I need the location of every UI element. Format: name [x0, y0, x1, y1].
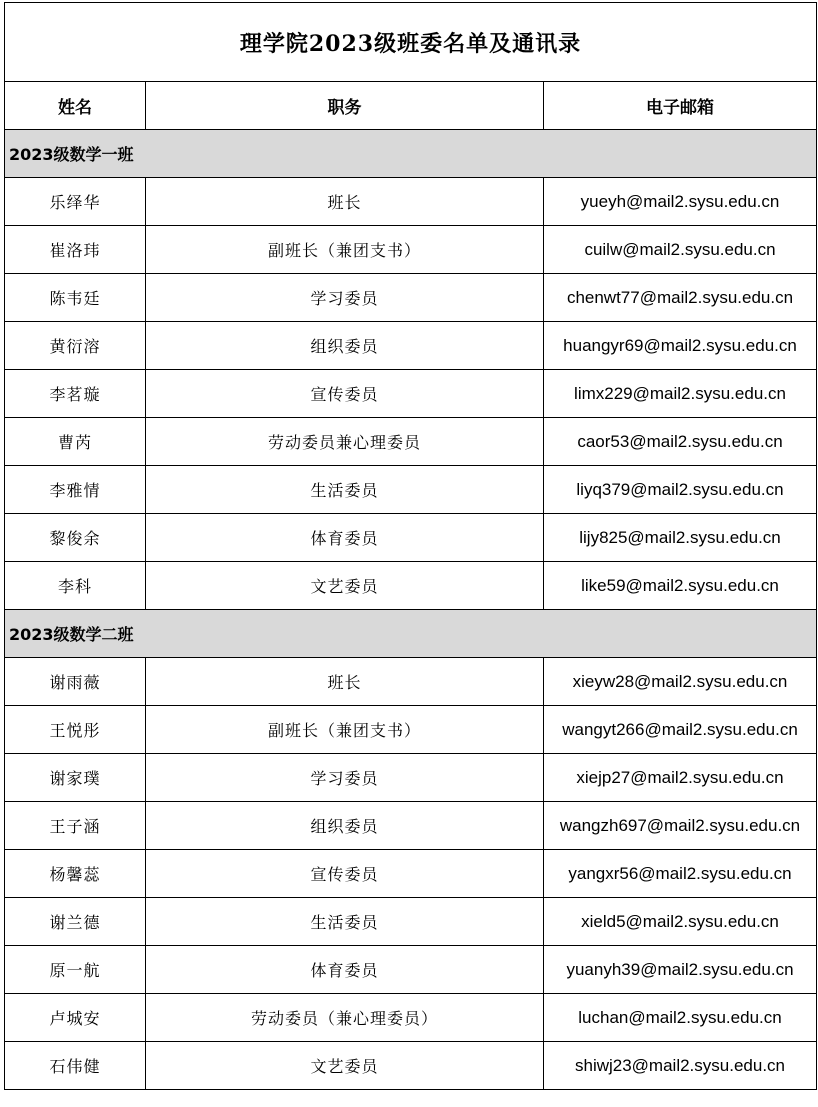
name-cell: 谢家璞: [5, 754, 146, 802]
name-cell: 卢城安: [5, 994, 146, 1042]
header-row: [5, 82, 817, 130]
email-cell: luchan@mail2.sysu.edu.cn: [544, 994, 817, 1042]
email-cell: yuanyh39@mail2.sysu.edu.cn: [544, 946, 817, 994]
table-row: [5, 562, 817, 610]
email-cell: yueyh@mail2.sysu.edu.cn: [544, 178, 817, 226]
email-cell: wangyt266@mail2.sysu.edu.cn: [544, 706, 817, 754]
table-row: [5, 274, 817, 322]
role-cell: 文艺委员: [146, 1042, 544, 1090]
email-cell: like59@mail2.sysu.edu.cn: [544, 562, 817, 610]
role-cell: 学习委员: [146, 754, 544, 802]
role-cell: 副班长（兼团支书）: [146, 706, 544, 754]
email-cell: cuilw@mail2.sysu.edu.cn: [544, 226, 817, 274]
name-cell: 王悦彤: [5, 706, 146, 754]
roster-table: [4, 2, 817, 1090]
role-cell: 文艺委员: [146, 562, 544, 610]
role-cell: 副班长（兼团支书）: [146, 226, 544, 274]
role-cell: 班长: [146, 178, 544, 226]
email-cell: lijy825@mail2.sysu.edu.cn: [544, 514, 817, 562]
role-cell: 生活委员: [146, 466, 544, 514]
name-cell: 谢兰德: [5, 898, 146, 946]
role-cell: 劳动委员兼心理委员: [146, 418, 544, 466]
roster-body: [5, 130, 817, 1090]
table-row: [5, 226, 817, 274]
table-row: [5, 706, 817, 754]
name-cell: 崔洛玮: [5, 226, 146, 274]
table-row: [5, 994, 817, 1042]
page-title: 理学院2023级班委名单及通讯录: [5, 3, 817, 82]
section-header-row: [5, 130, 817, 178]
email-cell: huangyr69@mail2.sysu.edu.cn: [544, 322, 817, 370]
email-cell: wangzh697@mail2.sysu.edu.cn: [544, 802, 817, 850]
email-cell: xieyw28@mail2.sysu.edu.cn: [544, 658, 817, 706]
table-row: [5, 514, 817, 562]
title-row: [5, 3, 817, 82]
table-row: [5, 946, 817, 994]
name-cell: 曹芮: [5, 418, 146, 466]
name-cell: 黎俊余: [5, 514, 146, 562]
role-cell: 班长: [146, 658, 544, 706]
email-cell: chenwt77@mail2.sysu.edu.cn: [544, 274, 817, 322]
table-row: [5, 898, 817, 946]
name-cell: 王子涵: [5, 802, 146, 850]
name-cell: 谢雨薇: [5, 658, 146, 706]
role-cell: 劳动委员（兼心理委员）: [146, 994, 544, 1042]
table-row: [5, 370, 817, 418]
name-cell: 陈韦廷: [5, 274, 146, 322]
table-row: [5, 466, 817, 514]
table-row: [5, 178, 817, 226]
section-header-row: [5, 610, 817, 658]
email-cell: caor53@mail2.sysu.edu.cn: [544, 418, 817, 466]
name-cell: 乐绎华: [5, 178, 146, 226]
table-row: [5, 658, 817, 706]
role-cell: 学习委员: [146, 274, 544, 322]
table-row: [5, 1042, 817, 1090]
table-row: [5, 322, 817, 370]
table-row: [5, 802, 817, 850]
table-row: [5, 754, 817, 802]
header-name: 姓名: [5, 82, 146, 130]
role-cell: 组织委员: [146, 802, 544, 850]
name-cell: 原一航: [5, 946, 146, 994]
name-cell: 李茗璇: [5, 370, 146, 418]
header-role: 职务: [146, 82, 544, 130]
role-cell: 生活委员: [146, 898, 544, 946]
header-email: 电子邮箱: [544, 82, 817, 130]
email-cell: yangxr56@mail2.sysu.edu.cn: [544, 850, 817, 898]
role-cell: 体育委员: [146, 514, 544, 562]
name-cell: 黄衍溶: [5, 322, 146, 370]
name-cell: 石伟健: [5, 1042, 146, 1090]
email-cell: liyq379@mail2.sysu.edu.cn: [544, 466, 817, 514]
section-label: 2023级数学二班: [5, 610, 817, 658]
name-cell: 李雅情: [5, 466, 146, 514]
role-cell: 组织委员: [146, 322, 544, 370]
table-row: [5, 418, 817, 466]
email-cell: shiwj23@mail2.sysu.edu.cn: [544, 1042, 817, 1090]
name-cell: 杨馨蕊: [5, 850, 146, 898]
section-label: 2023级数学一班: [5, 130, 817, 178]
table-row: [5, 850, 817, 898]
name-cell: 李科: [5, 562, 146, 610]
role-cell: 宣传委员: [146, 850, 544, 898]
email-cell: xield5@mail2.sysu.edu.cn: [544, 898, 817, 946]
email-cell: xiejp27@mail2.sysu.edu.cn: [544, 754, 817, 802]
email-cell: limx229@mail2.sysu.edu.cn: [544, 370, 817, 418]
role-cell: 体育委员: [146, 946, 544, 994]
role-cell: 宣传委员: [146, 370, 544, 418]
